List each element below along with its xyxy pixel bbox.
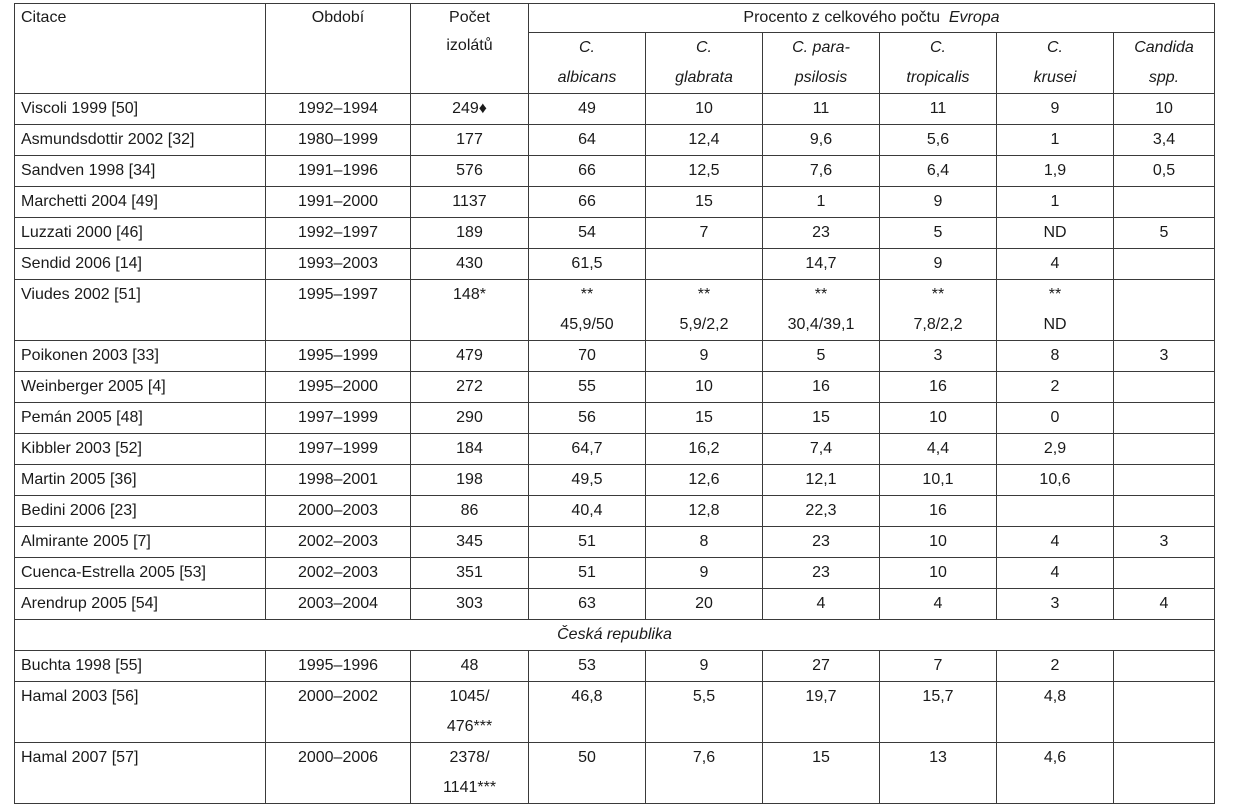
cell-value: 7,6 [763,156,880,187]
cell-value: 3 [1114,527,1215,558]
cell-value: 1,9 [997,156,1114,187]
cell-citace: Marchetti 2004 [49] [15,187,266,218]
cell-pocet: 177 [411,125,529,156]
cell-obdobi: 2000–2006 [266,743,411,774]
section-cz: Česká republika [15,620,1215,651]
cell-value: 49 [529,94,646,125]
cell-pocet: 184 [411,434,529,465]
cell-value: 4,6 [997,743,1114,774]
cell-obdobi: 2000–2003 [266,496,411,527]
cell-citace: Arendrup 2005 [54] [15,589,266,620]
cell-value: 2,9 [997,434,1114,465]
cell-value: 7 [880,651,997,682]
header-pocet [411,4,529,94]
species-l1: C. [646,33,763,64]
cell-value [1114,310,1215,341]
cell-pocet: 86 [411,496,529,527]
cell-empty [15,310,266,341]
table-row [15,156,1215,187]
cell-obdobi: 2000–2002 [266,682,411,713]
cell-value: 10 [880,403,997,434]
cell-value: 66 [529,187,646,218]
cell-empty [266,773,411,804]
species-l2: krusei [997,63,1114,94]
cell-citace: Hamal 2007 [57] [15,743,266,774]
cell-value: 63 [529,589,646,620]
cell-value: 4 [997,527,1114,558]
cell-empty [1114,773,1215,804]
cell-value: 4 [880,589,997,620]
table-row-continued [15,310,1215,341]
cell-value: 5,5 [646,682,763,713]
cell-obdobi: 1995–1999 [266,341,411,372]
header-procento [529,4,1215,33]
table-row [15,682,1215,713]
cell-value: 16 [880,496,997,527]
cell-value: ND [997,310,1114,341]
cell-value: 5 [880,218,997,249]
cell-value [1114,743,1215,774]
cell-empty [646,712,763,743]
cell-value: 30,4/39,1 [763,310,880,341]
cell-pocet: 351 [411,558,529,589]
cell-value: 15,7 [880,682,997,713]
cell-value: 2 [997,372,1114,403]
cell-pocet: 479 [411,341,529,372]
cell-value: 54 [529,218,646,249]
cell-value: 0 [997,403,1114,434]
cell-citace: Asmundsdottir 2002 [32] [15,125,266,156]
header-procento-text: Procento z celkového počtu [743,9,940,26]
table-row [15,434,1215,465]
cell-value: 4 [997,558,1114,589]
cell-obdobi: 2002–2003 [266,527,411,558]
cell-citace: Pemán 2005 [48] [15,403,266,434]
cell-value: 8 [646,527,763,558]
cell-value: 27 [763,651,880,682]
cell-value: 7,6 [646,743,763,774]
table-row [15,403,1215,434]
cell-marker: ** [997,280,1114,311]
table-row-continued [15,712,1215,743]
cell-value: 4,4 [880,434,997,465]
cell-value: 61,5 [529,249,646,280]
cell-value: 4,8 [997,682,1114,713]
cell-citace: Sendid 2006 [14] [15,249,266,280]
cell-value: 9 [646,651,763,682]
header-row-1 [15,4,1215,33]
table-row [15,743,1215,774]
cell-value: 5 [763,341,880,372]
cell-empty [411,310,529,341]
cell-value: 10 [1114,94,1215,125]
cell-citace: Poikonen 2003 [33] [15,341,266,372]
cell-empty [15,773,266,804]
cell-citace: Kibbler 2003 [52] [15,434,266,465]
cell-value: 23 [763,558,880,589]
cell-value: 10,1 [880,465,997,496]
cell-citace: Bedini 2006 [23] [15,496,266,527]
cell-obdobi: 1998–2001 [266,465,411,496]
table-row-continued [15,773,1215,804]
species-l1: C. [880,33,997,64]
cell-value: 7,4 [763,434,880,465]
cell-value [646,249,763,280]
cell-value: 12,5 [646,156,763,187]
cell-value: 15 [646,187,763,218]
header-pocet-line2: izolátů [446,37,493,54]
cell-citace: Almirante 2005 [7] [15,527,266,558]
table-row [15,125,1215,156]
cell-value: 64,7 [529,434,646,465]
header-pocet-line1: Počet [449,9,490,26]
cell-empty [763,773,880,804]
header-citace: Citace [15,4,266,94]
cell-pocet: 345 [411,527,529,558]
cell-value: 8 [997,341,1114,372]
cell-value: 4 [763,589,880,620]
cell-pocet: 290 [411,403,529,434]
cell-pocet: 148* [411,280,529,311]
cell-value: 56 [529,403,646,434]
cell-empty [763,712,880,743]
table-row [15,341,1215,372]
cell-citace: Cuenca-Estrella 2005 [53] [15,558,266,589]
cell-obdobi: 1997–1999 [266,434,411,465]
cell-value: 12,8 [646,496,763,527]
cell-obdobi: 1995–2000 [266,372,411,403]
cell-value: 70 [529,341,646,372]
cell-value: 15 [763,743,880,774]
cell-value: 16 [763,372,880,403]
cell-empty [529,773,646,804]
cell-empty [1114,712,1215,743]
table-row [15,280,1215,311]
cell-value [1114,187,1215,218]
species-l2: tropicalis [880,63,997,94]
cell-empty [529,712,646,743]
cell-value: 12,1 [763,465,880,496]
cell-value: 12,4 [646,125,763,156]
cell-value: 7 [646,218,763,249]
species-l2: psilosis [763,63,880,94]
cell-value: 3 [997,589,1114,620]
table-row [15,249,1215,280]
cell-value: 49,5 [529,465,646,496]
cell-value: 12,6 [646,465,763,496]
cell-value: ND [997,218,1114,249]
cell-value: 19,7 [763,682,880,713]
cell-marker: ** [763,280,880,311]
cell-value [1114,682,1215,713]
table-row [15,651,1215,682]
cell-marker: ** [646,280,763,311]
cell-pocet: 1045/ [411,682,529,713]
cell-value: 40,4 [529,496,646,527]
cell-value: 4 [997,249,1114,280]
table-row [15,527,1215,558]
cell-citace: Weinberger 2005 [4] [15,372,266,403]
cell-value: 22,3 [763,496,880,527]
table-row [15,372,1215,403]
cell-value: 5 [1114,218,1215,249]
cell-citace: Hamal 2003 [56] [15,682,266,713]
cell-value: 5,9/2,2 [646,310,763,341]
cell-value: 16,2 [646,434,763,465]
cell-value: 5,6 [880,125,997,156]
section-row [15,620,1215,651]
cell-obdobi: 1992–1997 [266,218,411,249]
header-obdobi: Období [266,4,411,94]
cell-pocet: 249♦ [411,94,529,125]
cell-value: 1 [997,125,1114,156]
cell-value: 15 [646,403,763,434]
cell-value: 9 [880,187,997,218]
cell-value: 55 [529,372,646,403]
cell-marker [1114,280,1215,311]
cell-value: 51 [529,558,646,589]
cell-value: 10 [880,558,997,589]
cell-pocet: 476*** [411,712,529,743]
cell-value: 6,4 [880,156,997,187]
cell-value: 9 [646,558,763,589]
cell-value: 3 [880,341,997,372]
cell-value: 10 [646,94,763,125]
table-row [15,558,1215,589]
cell-empty [880,773,997,804]
cell-pocet: 2378/ [411,743,529,774]
cell-value: 46,8 [529,682,646,713]
cell-value [1114,496,1215,527]
cell-value: 11 [880,94,997,125]
cell-pocet: 430 [411,249,529,280]
cell-citace: Martin 2005 [36] [15,465,266,496]
cell-value: 2 [997,651,1114,682]
document-page [14,3,1215,804]
cell-value: 23 [763,527,880,558]
cell-marker: ** [880,280,997,311]
cell-empty [646,773,763,804]
cell-value: 13 [880,743,997,774]
cell-value: 9,6 [763,125,880,156]
cell-empty [266,712,411,743]
cell-value [1114,651,1215,682]
cell-value: 0,5 [1114,156,1215,187]
cell-pocet: 1141*** [411,773,529,804]
cell-value: 14,7 [763,249,880,280]
cell-empty [15,712,266,743]
species-l2: glabrata [646,63,763,94]
cell-value: 9 [880,249,997,280]
cell-value: 10 [880,527,997,558]
cell-pocet: 576 [411,156,529,187]
cell-value: 10,6 [997,465,1114,496]
cell-obdobi: 1995–1996 [266,651,411,682]
cell-marker: ** [529,280,646,311]
cell-citace: Viudes 2002 [51] [15,280,266,311]
table-row [15,94,1215,125]
cell-value: 20 [646,589,763,620]
species-l2: spp. [1114,63,1215,94]
cell-value: 53 [529,651,646,682]
cell-empty [997,773,1114,804]
cell-citace: Buchta 1998 [55] [15,651,266,682]
table-row [15,218,1215,249]
cell-pocet: 303 [411,589,529,620]
cell-value: 51 [529,527,646,558]
cell-pocet: 198 [411,465,529,496]
cell-obdobi: 2002–2003 [266,558,411,589]
cell-citace: Sandven 1998 [34] [15,156,266,187]
cell-pocet: 1137 [411,187,529,218]
cell-value: 1 [997,187,1114,218]
cell-value: 23 [763,218,880,249]
cell-value: 3,4 [1114,125,1215,156]
cell-obdobi: 1997–1999 [266,403,411,434]
cell-value [1114,372,1215,403]
cell-obdobi: 1993–2003 [266,249,411,280]
cell-citace: Viscoli 1999 [50] [15,94,266,125]
cell-value [1114,249,1215,280]
cell-value [1114,434,1215,465]
cell-value: 3 [1114,341,1215,372]
cell-obdobi: 1992–1994 [266,94,411,125]
cell-value: 66 [529,156,646,187]
table-row [15,187,1215,218]
cell-value: 7,8/2,2 [880,310,997,341]
cell-value [997,496,1114,527]
species-l2: albicans [529,63,646,94]
cell-value: 4 [1114,589,1215,620]
cell-value: 11 [763,94,880,125]
species-l1: C. [529,33,646,64]
table-row [15,589,1215,620]
species-l1: Candida [1114,33,1215,64]
cell-value: 16 [880,372,997,403]
candida-table [14,3,1215,804]
cell-value: 9 [997,94,1114,125]
cell-obdobi: 2003–2004 [266,589,411,620]
cell-obdobi: 1980–1999 [266,125,411,156]
cell-pocet: 48 [411,651,529,682]
cell-citace: Luzzati 2000 [46] [15,218,266,249]
cell-value: 9 [646,341,763,372]
table-row [15,465,1215,496]
cell-obdobi: 1991–1996 [266,156,411,187]
cell-value: 1 [763,187,880,218]
species-l1: C. para- [763,33,880,64]
table-row [15,496,1215,527]
cell-value: 15 [763,403,880,434]
cell-empty [880,712,997,743]
cell-pocet: 189 [411,218,529,249]
cell-empty [997,712,1114,743]
cell-pocet: 272 [411,372,529,403]
cell-value [1114,558,1215,589]
cell-obdobi: 1991–2000 [266,187,411,218]
cell-value: 64 [529,125,646,156]
header-region: Evropa [948,9,1000,26]
cell-value: 50 [529,743,646,774]
cell-value: 45,9/50 [529,310,646,341]
cell-value [1114,403,1215,434]
cell-value: 10 [646,372,763,403]
cell-value [1114,465,1215,496]
cell-empty [266,310,411,341]
cell-obdobi: 1995–1997 [266,280,411,311]
species-l1: C. [997,33,1114,64]
